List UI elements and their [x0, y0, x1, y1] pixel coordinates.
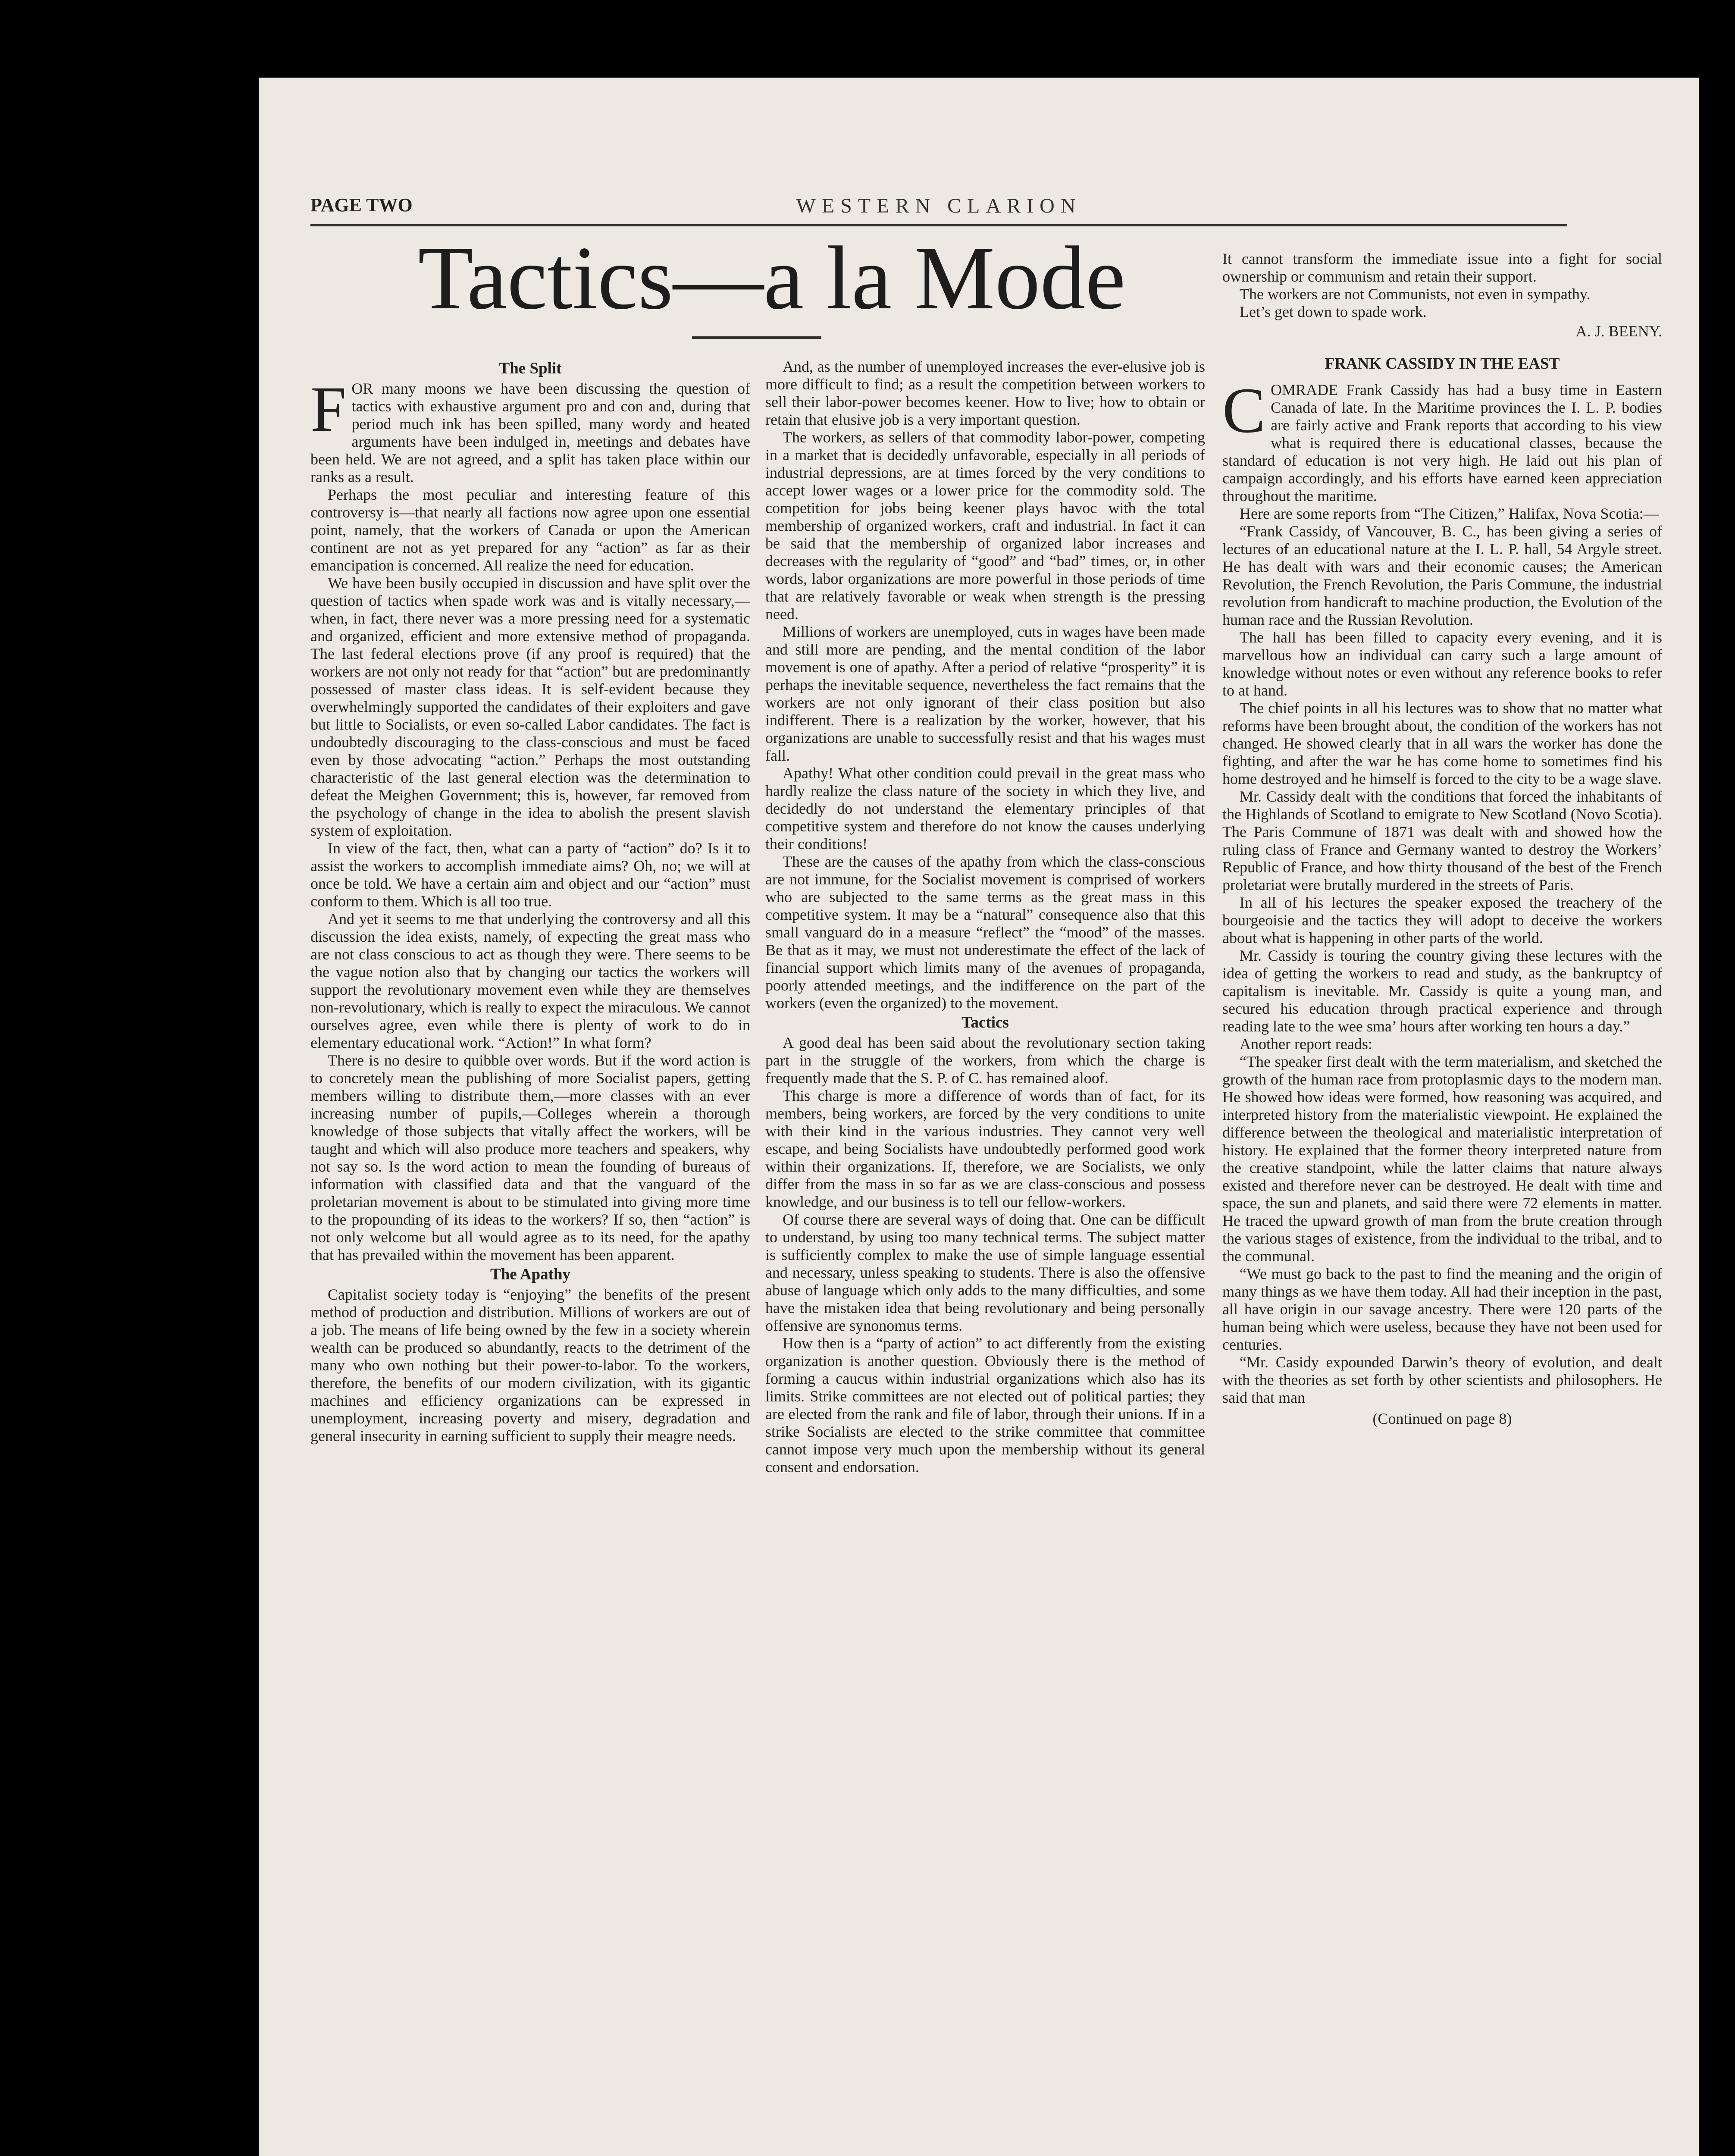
column-3 [1222, 250, 1662, 2147]
drop-cap: C [1222, 375, 1266, 446]
paragraph-text: OR many moons we have been discussing the question of tactics with exhaustive argument pro and con and, during that period much ink has been spilled, many wordy and heated arguments have been indulged in, meetings and debates have been held. We are not agreed, and a split has taken place within our ranks as a result. [310, 380, 750, 486]
paragraph: A good deal has been said about the revolutionary section taking part in the struggle of the workers, from which the charge is frequently made that the S. P. of C. has remained aloof. [765, 1034, 1205, 1087]
paragraph: Of course there are several ways of doing that. One can be difficult to understand, by using too many technical terms. The subject matter is sufficiently complex to make the use of simple language essential and necessary, unless speaking to students. There is also the offensive abuse of language which only adds to the many difficulties, and some have the mistaken idea that being revolutionary and being personally offensive are synonomus terms. [765, 1211, 1205, 1334]
paragraph: This charge is more a difference of words than of fact, for its members, being workers, are forced by the very conditions to unite with their kind in the various industries. They cannot very well escape, and being Socialists have undoubtedly performed good work within their organizations. If, therefore, we are Socialists, we only differ from the mass in so far as we are class-conscious and possess knowledge, and our business is to tell our fellow-workers. [765, 1087, 1205, 1210]
paragraph: Mr. Cassidy is touring the country giving these lectures with the idea of getting the workers to read and study, as the bankruptcy of capitalism is inevitable. Mr. Cassidy is quite a young man, and secured his education through practical experience and through reading late to the wee sma’ hours after working ten hours a day.” [1222, 947, 1662, 1035]
section-heading-split: The Split [499, 360, 562, 377]
page-header [310, 194, 1567, 220]
paragraph: In all of his lectures the speaker exposed the treachery of the bourgeoisie and the tactics they will adopt to deceive the workers about what is happening in other parts of the world. [1222, 894, 1662, 946]
paragraph: The chief points in all his lectures was to show that no matter what reforms have been brought about, the condition of the workers has not changed. He showed clearly that in all wars the worker has done the fighting, and after the war he has come home to sometimes find his home destroyed and he himself is forced to the city to be a wage slave. [1222, 699, 1662, 787]
drop-cap: F [310, 373, 347, 445]
paragraph: The hall has been filled to capacity every evening, and it is marvellous how an individual can carry such a large amount of knowledge without notes or even without any reference books to refer to at hand. [1222, 629, 1662, 699]
paragraph: Another report reads: [1240, 1035, 1372, 1053]
paragraph: Apathy! What other condition could prevail in the great mass who hardly realize the class nature of the society in which they live, and decidedly do not understand the elementary principles of that competitive system and therefore do not know the causes underlying their conditions! [765, 765, 1205, 852]
paragraph: “Mr. Casidy expounded Darwin’s theory of evolution, and dealt with the theories as set forth by other scientists and philosophers. He said that man [1222, 1354, 1662, 1406]
paragraph: Millions of workers are unemployed, cuts in wages have been made and still more are pending, and the mental condition of the labor movement is one of apathy. After a period of relative “prosperity” it is perhaps the inevitable sequence, nevertheless the fact remains that the workers are not only ignorant of their class position but also indifferent. There is a realization by the worker, however, that his organizations are unable to successfully resist and that his wages must fall. [765, 623, 1205, 764]
section-heading-apathy: The Apathy [490, 1266, 571, 1283]
paragraph: We have been busily occupied in discussion and have split over the question of tactics when spade work was and is vitally necessary,—when, in fact, there never was a more pressing need for a systematic and organized, efficient and more extensive method of propaganda. The last federal elections prove (if any proof is required) that the workers are not only not ready for that “action” but are predominantly possessed of master class ideas. It is self-evident because they overwhelmingly supported the candidates of their exploiters and gave but little to Socialists, or even so-called Labor candidates. The fact is undoubtedly discouraging to the class-conscious and must be faced even by those advocating “action.” Perhaps the most outstanding characteristic of the last general election was the determination to defeat the Meighen Government; this is, however, far removed from the psychology of change in the idea to abolish the present slavish system of exploitation. [310, 574, 750, 839]
page-number-label: PAGE TWO [310, 194, 413, 216]
second-article-headline: FRANK CASSIDY IN THE EAST [1325, 355, 1560, 373]
article-headline: Tactics—a la Mode [418, 228, 1126, 328]
paragraph: These are the causes of the apathy from which the class-conscious are not immune, for the Socialist movement is comprised of workers who are subjected to the same terms as the great mass in this competitive system. It may be a “natural” consequence also that this small vanguard do in a measure “reflect” the “mood” of the masses. Be that as it may, we must not underestimate the effect of the lack of financial support which limits many of the avenues of propaganda, poorly attended meetings, and the indifference on the part of the workers (even the organized) to the movement. [765, 853, 1205, 1012]
paragraph: “The speaker first dealt with the term materialism, and sketched the growth of the human race from protoplasmic days to the modern man. He showed how ideas were formed, how reasoning was acquired, and interpreted history from the materialistic viewpoint. He explained the difference between the theological and materialistic interpretation of history. He explained that the former theory interpreted nature from the creative standpoint, while the latter claims that nature always existed and therefore never can be destroyed. He dealt with time and space, the sun and planets, and said there were 72 elements in matter. He traced the upward growth of man from the brute creation through the various stages of existence, from the individual to the tribal, and to the communal. [1222, 1053, 1662, 1265]
paragraph: “We must go back to the past to find the meaning and the origin of many things as we have them today. All had their inception in the past, all have origin in our savage ancestry. There were 120 parts of the human being which were useless, because they have not been used for centuries. [1222, 1265, 1662, 1353]
paragraph: And, as the number of unemployed increases the ever-elusive job is more difficult to find; as a result the competition between workers to sell their labor-power becomes keener. How to live; how to obtain or retain that elusive job is a very important question. [765, 358, 1205, 428]
newspaper-title: WESTERN CLARION [796, 194, 1082, 217]
paragraph [310, 373, 750, 486]
paragraph: How then is a “party of action” to act differently from the existing organization is another question. Obviously there is the method of forming a caucus within industrial organizations which also has its limits. Strike committees are not elected out of political parties; they are elected from the rank and file of labor, through their unions. If in a strike Socialists are elected to the strike committee that committee cannot impose very much upon the membership without its general consent and endorsation. [765, 1335, 1205, 1476]
paragraph-text: OMRADE Frank Cassidy has had a busy time in Eastern Canada of late. In the Maritime provinces the I. L. P. bodies are fairly active and Frank reports that according to his view what is required there is educational classes, because the standard of education is not very high. He laid out his plan of campaign accordingly, and his efforts have earned keen appreciation throughout the maritime. [1222, 381, 1662, 505]
column-1 [310, 358, 750, 2134]
section-heading-tactics: Tactics [961, 1014, 1009, 1031]
paragraph: The workers are not Communists, not even in sympathy. [1240, 285, 1591, 303]
paragraph: Perhaps the most peculiar and interesting feature of this controversy is—that nearly all factions now agree upon one essential point, namely, that the workers of Canada or upon the American continent are not as yet prepared for any “action” as far as their emancipation is concerned. All realize the need for education. [310, 486, 750, 574]
column-2 [765, 358, 1205, 2134]
paragraph: In view of the fact, then, what can a party of “action” do? Is it to assist the workers to accomplish immediate aims? Oh, no; we will at once be told. We have a certain aim and object and our “action” must conform to them. Which is all too true. [310, 840, 750, 910]
continued-note: (Continued on page 8) [1372, 1410, 1512, 1427]
paragraph: It cannot transform the immediate issue into a fight for social ownership or communism and retain their support. [1222, 250, 1662, 285]
paragraph: The workers, as sellers of that commodity labor-power, competing in a market that is decidedly unfavorable, especially in all periods of industrial depressions, are at times forced by the very conditions to accept lower wages or a lower price for the commodity sold. The competition for jobs being keener plays havoc with the total membership of organized workers, craft and industrial. In fact it can be said that the membership of organized labor increases and decreases with the regularity of “good” and “bad” times, or, in other words, labor organizations are more powerful in those periods of time that are relatively favorable or weak when strength is the pressing need. [765, 429, 1205, 623]
paragraph: Mr. Cassidy dealt with the conditions that forced the inhabitants of the Highlands of Scotland to emigrate to New Scotland (Novo Scotia). The Paris Commune of 1871 was dealt with and showed how the ruling class of France and Germany wanted to destroy the Workers’ Republic of France, and how thirty thousand of the best of the French proletariat were brutally murdered in the streets of Paris. [1222, 788, 1662, 893]
headline-rule [692, 336, 821, 339]
paragraph: And yet it seems to me that underlying the controversy and all this discussion the idea exists, namely, of expecting the great mass who are not class conscious to act as though they were. There seems to be the vague notion also that by changing our tactics the workers will support the revolutionary movement even while they are themselves non-revolutionary, which is really to expect the miraculous. We cannot ourselves agree, even while there is plenty of work to do in elementary educational work. “Action!” In what form? [310, 910, 750, 1051]
paragraph: “Frank Cassidy, of Vancouver, B. C., has been giving a series of lectures of an educational nature at the I. L. P. hall, 54 Argyle street. He has dealt with wars and their economic causes; the American Revolution, the French Revolution, the Paris Commune, the industrial revolution from handicraft to machine production, the Evolution of the human race and the Russian Revolution. [1222, 523, 1662, 628]
paragraph: Let’s get down to spade work. [1240, 303, 1427, 320]
newspaper-page [259, 78, 1699, 2156]
paragraph [1222, 375, 1662, 505]
paragraph: Here are some reports from “The Citizen,” Halifax, Nova Scotia:— [1240, 505, 1659, 522]
paragraph: Capitalist society today is “enjoying” the benefits of the present method of production and distribution. Millions of workers are out of a job. The means of life being owned by the few in a society wherein wealth can be produced so abundantly, reacts to the detriment of the many who own nothing but their power-to-labor. To the workers, therefore, the benefits of our modern civilization, with its gigantic machines and efficiency organizations can be expressed in unemployment, increasing poverty and misery, degradation and general insecurity in earning sufficient to supply their meagre needs. [310, 1286, 750, 1445]
header-rule [310, 224, 1567, 226]
article-author: A. J. BEENY. [1575, 323, 1662, 340]
paragraph: There is no desire to quibble over words. But if the word action is to concretely mean the publishing of more Socialist papers, getting members willing to distribute them,—more classes with an ever increasing number of pupils,—Colleges wherein a thorough knowledge of those subjects that vitally affect the workers, will be taught and which will also produce more teachers and speakers, why not say so. Is the word action to mean the founding of bureaus of information with classified data and that the vanguard of the proletarian movement is about to be stimulated into giving more time to the propounding of its ideas to the workers? If so, then “action” is not only welcome but all would agree as to its need, for the apathy that has prevailed within the movement has been apparent. [310, 1052, 750, 1263]
